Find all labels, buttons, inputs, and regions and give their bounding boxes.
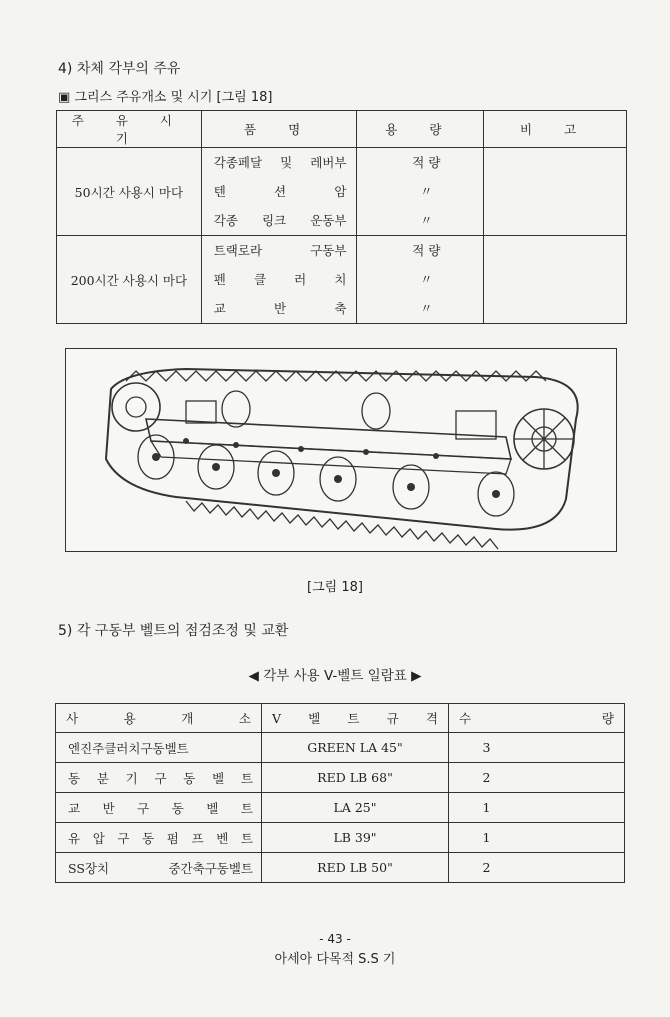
section-5-title: 5) 각 구동부 벨트의 점검조정 및 교환 — [58, 623, 289, 639]
list-item: 펜 클 러 치 — [213, 272, 347, 287]
table-row — [56, 793, 625, 823]
table-row — [56, 853, 625, 883]
belt-place: 교 반 구 동 벨 트 — [56, 793, 262, 823]
qty-value: 〃 — [420, 272, 433, 287]
v-belt-table-header — [56, 704, 625, 733]
belt-qty: 2 — [449, 763, 625, 793]
v-belt-list-title: ◀ 각부 사용 V-벨트 일람표 ▶ — [248, 668, 422, 684]
table-row — [57, 148, 627, 236]
page-number: - 43 - — [319, 932, 351, 946]
grease-table-header — [57, 111, 627, 148]
header-place: 사 용 개 소 — [56, 704, 262, 733]
belt-spec: GREEN LA 45" — [262, 733, 449, 763]
row-condition: 200시간 사용시 마다 — [57, 236, 202, 324]
qty-value: 〃 — [420, 213, 433, 228]
belt-qty: 1 — [449, 793, 625, 823]
header-note: 비 고 — [484, 111, 627, 148]
table-row — [56, 763, 625, 793]
qty-value: 적 량 — [412, 155, 441, 170]
section-4-title: 4) 차체 각부의 주유 — [58, 61, 181, 77]
header-spec: V 벨 트 규 격 — [262, 704, 449, 733]
belt-qty: 2 — [449, 853, 625, 883]
belt-spec: LB 39" — [262, 823, 449, 853]
figure-caption: [그림 18] — [307, 580, 363, 595]
list-item: 트랙로라 구동부 — [213, 243, 347, 258]
belt-qty: 1 — [449, 823, 625, 853]
v-belt-table — [55, 703, 625, 883]
crawler-track-figure — [65, 348, 617, 552]
list-item: 각종페달 및 레버부 — [213, 155, 347, 170]
qty-value: 적 량 — [412, 243, 441, 258]
header-item: 품 명 — [201, 111, 357, 148]
row-condition: 50시간 사용시 마다 — [57, 148, 202, 236]
table-row — [57, 236, 627, 324]
table-row — [56, 823, 625, 853]
belt-place: SS장치 중간축구동벨트 — [56, 853, 262, 883]
belt-place: 유 압 구 동 펌 프 벤 트 — [56, 823, 262, 853]
table-row — [56, 733, 625, 763]
qty-value: 〃 — [420, 301, 433, 316]
header-period: 주 유 시 기 — [57, 111, 202, 148]
grease-table-title: ▣ 그리스 주유개소 및 시기 [그림 18] — [58, 90, 273, 105]
belt-place: 엔진주클러치구동벨트 — [56, 733, 262, 763]
belt-spec: RED LB 68" — [262, 763, 449, 793]
grease-table — [56, 110, 627, 324]
belt-spec: LA 25" — [262, 793, 449, 823]
list-item: 각종 링크 운동부 — [213, 213, 347, 228]
header-qty: 수 량 — [449, 704, 625, 733]
qty-value: 〃 — [420, 184, 433, 199]
footer-product-name: 아세아 다목적 S.S 기 — [274, 952, 396, 967]
list-item: 텐 션 암 — [213, 184, 347, 199]
header-capacity: 용 량 — [357, 111, 484, 148]
list-item: 교 반 축 — [213, 301, 347, 316]
note-cell — [484, 148, 627, 236]
belt-qty: 3 — [449, 733, 625, 763]
crawler-track-illustration — [66, 349, 616, 551]
belt-place: 동 분 기 구 동 벨 트 — [56, 763, 262, 793]
note-cell — [484, 236, 627, 324]
belt-spec: RED LB 50" — [262, 853, 449, 883]
